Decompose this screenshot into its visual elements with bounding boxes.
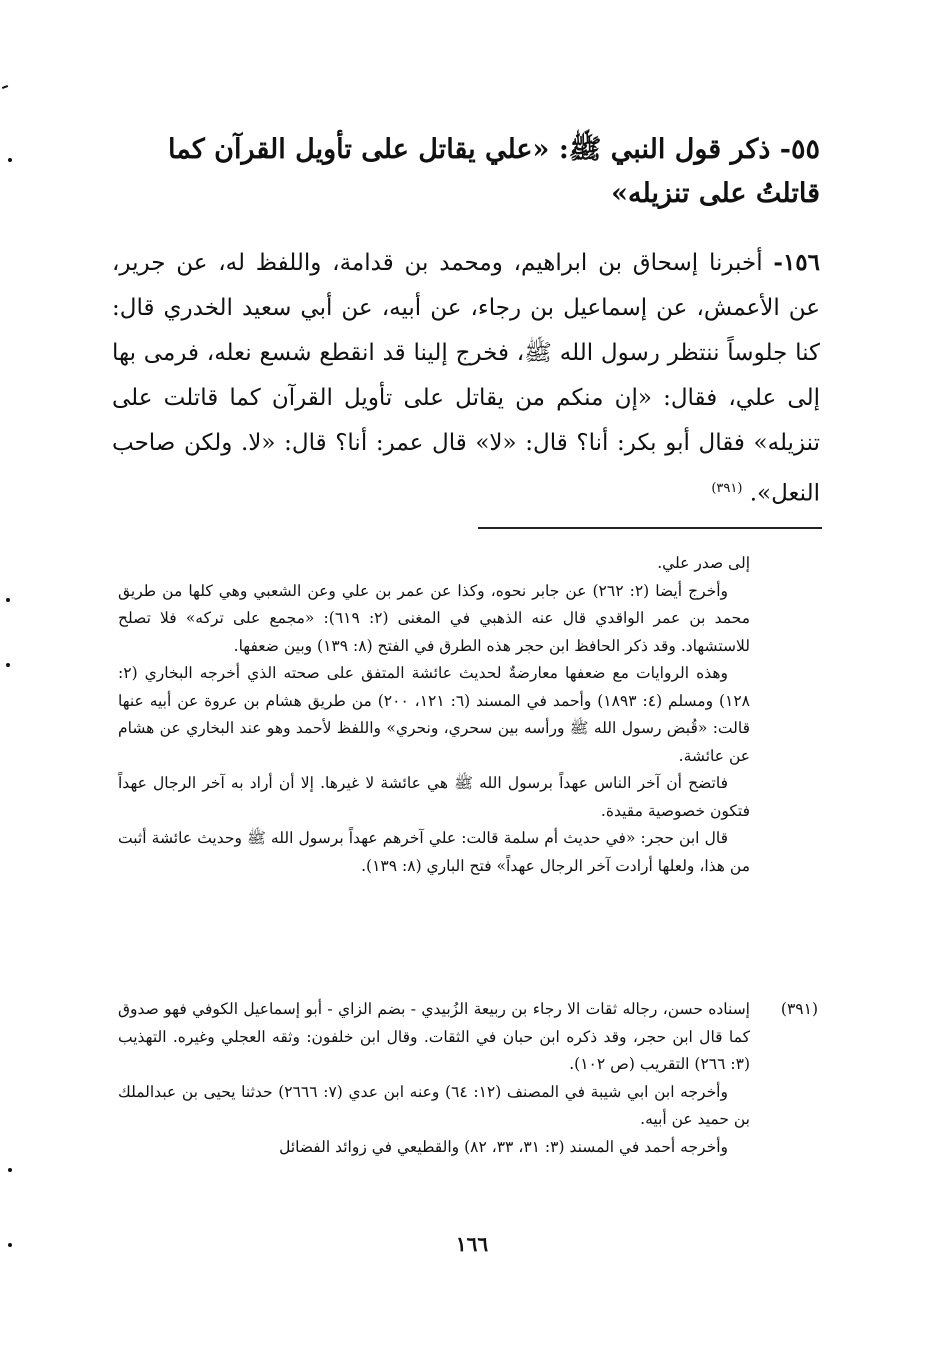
footnote-paragraph: وأخرجه ابن ابي شيبة في المصنف (١٢: ٦٤) وعنه ابن عدي (٧: ٢٦٦٦) حدثنا يحيى بن عبدالملك بن حميد عن أبيه. <box>118 1082 750 1128</box>
hadith-number: ١٥٦- <box>773 249 820 276</box>
footnote-paragraph: إسناده حسن، رجاله ثقات الا رجاء بن ربيعة الزُبيدي - بضم الزاي - أبو إسماعيل الكوفي فهو صدوق كما قال ابن حجر، وقد ذكره ابن حبان في الثقات. وقال ابن خلفون: وثقه العجلي وغيره. التهذيب (٣: ٢٦٦) التقريب (ص ١٠٢). <box>118 1000 750 1073</box>
scan-speck <box>8 1168 12 1172</box>
footnote-number: (٣٩١) <box>780 1000 818 1018</box>
footnote-391 <box>118 996 818 1161</box>
continued-notes <box>118 550 750 880</box>
note-paragraph: فاتضح أن آخر الناس عهداً برسول الله ﷺ هي عائشة لا غيرها. إلا أن أراد به آخر الرجال عهداً فتكون خصوصية مقيدة. <box>118 774 750 820</box>
hadith-text: أخبرنا إسحاق بن ابراهيم، ومحمد بن قدامة، واللفظ له، عن جرير، عن الأعمش، عن إسماعيل بن رجاء، عن أبيه، عن أبي سعيد الخدري قال: كنا جلوساً ننتظر رسول الله ﷺ، فخرج إلينا قد انقطع شسع نعله، فرمى بها إلى علي، فقال: «إن منكم من يقاتل على تأويل القرآن كما قاتلت على تنزيله» فقال أبو بكر: أنا؟ قال: «لا» قال عمر: أنا؟ قال: «لا. ولكن صاحب النعل». <box>112 250 820 507</box>
footnote-separator <box>478 527 822 529</box>
hadith-footnote-ref[interactable]: (٣٩١) <box>711 481 743 496</box>
scan-speck <box>8 1243 12 1247</box>
scan-speck <box>6 598 10 602</box>
note-paragraph: وهذه الروايات مع ضعفها معارضةٌ لحديث عائشة المتفق على صحته الذي أخرجه البخاري (٢: ١٢٨) ومسلم (٤: ١٨٩٣) وأحمد في المسند (٦: ١٢١، ٢٠٠) من طريق هشام بن عروة عن أبيه عنها قالت: «قُبض رسول الله ﷺ ورأسه بين سحري، ونحري» واللفظ لأحمد وهو عند البخاري عن هشام عن عائشة. <box>118 664 751 765</box>
page-number: ١٦٦ <box>455 1232 489 1256</box>
hadith-paragraph <box>112 240 820 517</box>
footnote-paragraph: وأخرجه أحمد في المسند (٣: ٣١، ٣٣، ٨٢) والقطيعي في زوائد الفضائل <box>279 1137 728 1156</box>
note-paragraph: قال ابن حجر: «في حديث أم سلمة قالت: علي آخرهم عهداً برسول الله ﷺ وحديث عائشة أثبت من هذا، ولعلها أرادت آخر الرجال عهداً» فتح الباري (٨: ١٣٩). <box>118 829 750 875</box>
note-paragraph: وأخرج أيضا (٢: ٢٦٢) عن جابر نحوه، وكذا عن عمر بن علي وعن الشعبي وهي كلها من طريق محمد بن عمر الواقدي قال عنه الذهبي في المغنى (٢: ٦١٩): «مجمع على تركه» فلا تصلح للاستشهاد. وقد ذكر الحافظ ابن حجر هذه الطرق في الفتح (٨: ١٣٩) وبين ضعفها. <box>118 581 750 655</box>
scan-speck <box>8 158 12 162</box>
scan-speck <box>2 85 8 89</box>
note-paragraph: إلى صدر علي. <box>657 554 750 572</box>
scan-speck <box>6 663 10 667</box>
footnote-body <box>118 996 750 1161</box>
chapter-title: ٥٥- ذكر قول النبي ﷺ: «علي يقاتل على تأويل القرآن كما قاتلتُ على تنزيله» <box>168 134 820 209</box>
